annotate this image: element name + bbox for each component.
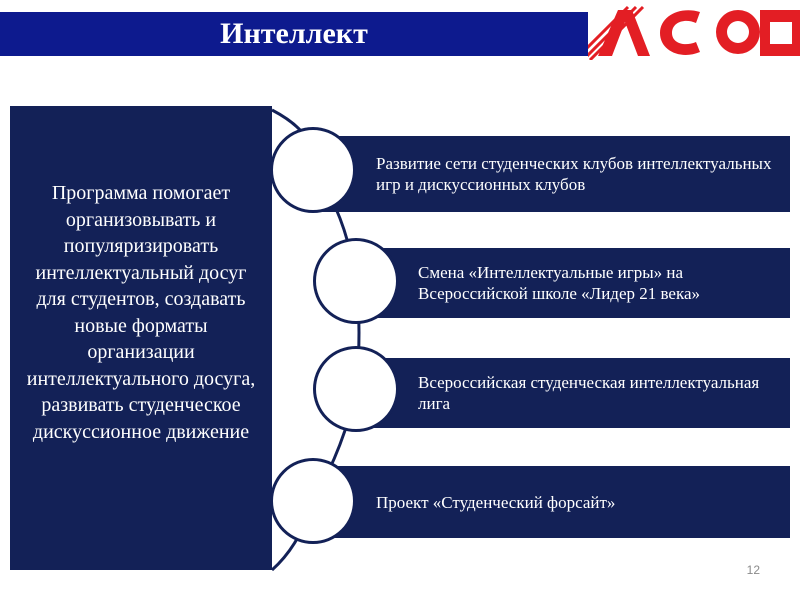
- item-bar-2: [346, 248, 790, 318]
- item-circle-1: [270, 127, 356, 213]
- item-bar-1: [306, 136, 790, 212]
- item-bar-3: [346, 358, 790, 428]
- item-label-4: Проект «Студенческий форсайт»: [376, 492, 616, 512]
- item-bar-4: [306, 466, 790, 538]
- item-label-2: Смена «Интеллектуальные игры» на Всероссийской школе «Лидер 21 века»: [418, 263, 701, 303]
- page-number: 12: [746, 563, 760, 577]
- description-text: Программа помогает организовывать и популяризировать интеллектуальный досуг для студентов, создавать новые форматы организации интеллектуального досуга, развивать студенческое дискуссионное движение: [26, 182, 256, 443]
- item-circle-2: [313, 238, 399, 324]
- item-circle-3: [313, 346, 399, 432]
- item-label-3: Всероссийская студенческая интеллектуальная лига: [418, 373, 760, 413]
- item-label-1: Развитие сети студенческих клубов интеллектуальных игр и дискуссионных клубов: [376, 154, 772, 194]
- item-circle-4: [270, 458, 356, 544]
- slide-title: Интеллект: [220, 17, 368, 50]
